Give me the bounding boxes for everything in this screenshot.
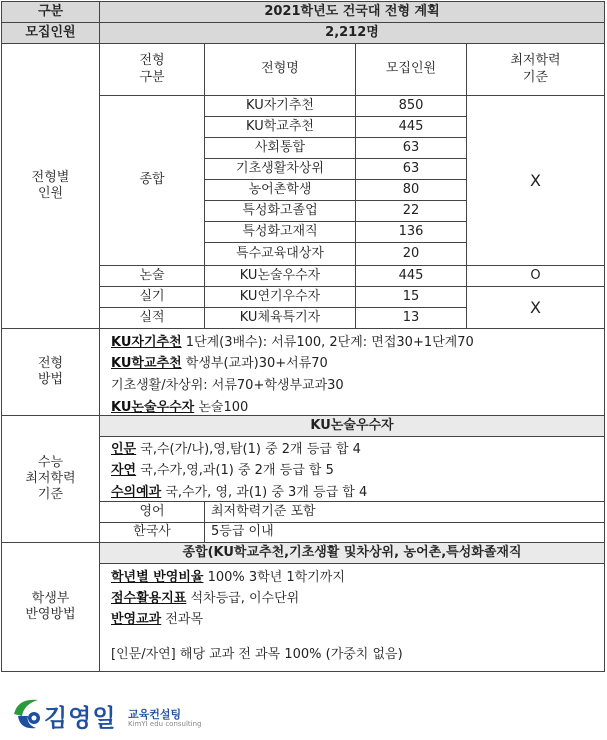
record-key-1: 학년별 반영비율 <box>111 570 204 585</box>
row-name-text: KU논술우수자 <box>239 267 321 283</box>
th-type <box>99 43 205 96</box>
english-value <box>204 501 605 523</box>
row-name-text: KU학교추천 <box>246 118 314 134</box>
logo-subtitle: 교육컨설팅 <box>128 708 182 721</box>
header-category <box>1 1 100 23</box>
total-label-text: 모집인원 <box>25 24 76 40</box>
row-count <box>355 95 467 117</box>
row-name <box>204 307 356 329</box>
row-count-text: 63 <box>402 139 420 155</box>
row-name <box>204 286 356 308</box>
row-name <box>204 242 356 266</box>
section-applicants-label-text: 전형별 인원 <box>31 169 70 201</box>
minimum-val-3: 국,수가, 영, 과(1) 중 3개 등급 합 4 <box>161 485 368 500</box>
method-key-4: KU논술우수자 <box>111 400 195 415</box>
total-value <box>99 22 605 44</box>
record-line-4 <box>111 643 403 662</box>
history-label <box>99 522 205 543</box>
minimum-key-1: 인문 <box>111 442 137 457</box>
row-count <box>355 179 467 201</box>
english-label <box>99 501 205 523</box>
row-count-text: 445 <box>398 118 424 134</box>
minimum-key-2: 자연 <box>111 463 137 478</box>
row-count-text: 850 <box>398 97 424 113</box>
row-count-text: 63 <box>402 160 420 176</box>
english-label-text: 영어 <box>139 503 165 519</box>
row-name <box>204 179 356 201</box>
history-label-text: 한국사 <box>133 524 171 540</box>
row-name-text: 특성화고졸업 <box>242 202 318 218</box>
row-name-text: 기초생활차상위 <box>236 160 324 176</box>
method-val-2: 학생부(교과)30+서류70 <box>181 356 328 371</box>
row-count <box>355 158 467 180</box>
minimum-title <box>99 415 605 437</box>
group-siljeok <box>99 307 205 329</box>
method-key-1: KU자기추천 <box>111 335 182 350</box>
th-minimum <box>466 43 605 96</box>
record-key-2: 점수활용지표 <box>111 591 187 606</box>
row-count-text: 15 <box>402 288 420 304</box>
method-key-2: KU학교추천 <box>111 356 182 371</box>
group-jonghap <box>99 95 205 266</box>
row-name-text: 특수교육대상자 <box>236 245 324 261</box>
minimum-nonsul-text: O <box>530 267 541 283</box>
row-name <box>204 221 356 243</box>
row-count-text: 20 <box>402 245 420 261</box>
header-category-text: 구분 <box>37 3 64 19</box>
row-name <box>204 116 356 138</box>
record-line-3 <box>111 608 203 627</box>
record-val-2: 석차등급, 이수단위 <box>186 591 300 606</box>
minimum-line-3 <box>111 481 367 500</box>
row-count-text: 445 <box>398 267 424 283</box>
row-name <box>204 158 356 180</box>
row-name <box>204 265 356 287</box>
section-record-label <box>1 542 100 672</box>
row-count-text: 13 <box>402 309 420 325</box>
row-count <box>355 307 467 329</box>
row-name-text: 농어촌학생 <box>248 181 312 197</box>
record-line-2 <box>111 587 299 606</box>
minimum-line-2 <box>111 459 334 478</box>
record-val-1: 100% 3학년 1학기까지 <box>203 570 345 585</box>
group-silgi-text: 실기 <box>139 288 165 304</box>
method-line-3 <box>111 374 344 393</box>
th-count <box>355 43 467 96</box>
record-title <box>99 542 605 564</box>
row-count <box>355 265 467 287</box>
section-minimum-label <box>1 415 100 543</box>
group-nonsul-text: 논술 <box>139 267 165 283</box>
row-name-text: KU체육특기자 <box>239 309 321 325</box>
company-logo <box>6 692 266 736</box>
minimum-title-text: KU논술우수자 <box>310 417 394 433</box>
row-count-text: 22 <box>402 202 420 218</box>
row-count <box>355 116 467 138</box>
method-line-2 <box>111 352 328 371</box>
record-key-3: 반영교과 <box>111 612 162 627</box>
minimum-val-2: 국,수가,영,과(1) 중 2개 등급 합 5 <box>136 463 334 478</box>
th-name <box>204 43 356 96</box>
th-name-text: 전형명 <box>261 61 299 77</box>
minimum-nonsul <box>466 265 605 287</box>
history-value <box>204 522 605 543</box>
group-silgi <box>99 286 205 308</box>
row-count <box>355 286 467 308</box>
th-count-text: 모집인원 <box>385 61 437 77</box>
row-count <box>355 221 467 243</box>
row-name-text: 특성화고재직 <box>242 223 318 239</box>
row-count <box>355 200 467 222</box>
th-minimum-text: 최저학력 기준 <box>510 53 561 85</box>
record-val-4: [인문/자연] 해당 교과 전 과목 100% (가중치 없음) <box>111 647 403 662</box>
section-minimum-label-text: 수능 최저학력 기준 <box>25 454 76 503</box>
minimum-key-3: 수의예과 <box>111 485 162 500</box>
minimum-line-1 <box>111 438 361 457</box>
logo-name: 김영일 <box>44 704 117 732</box>
th-type-text: 전형 구분 <box>139 53 165 85</box>
group-nonsul <box>99 265 205 287</box>
section-method-label-text: 전형 방법 <box>37 355 64 387</box>
row-name <box>204 95 356 117</box>
method-val-1: 1단계(3배수): 서류100, 2단계: 면접30+1단계70 <box>181 335 474 350</box>
row-name-text: KU자기추천 <box>246 97 314 113</box>
record-val-3: 전과목 <box>161 612 204 627</box>
method-line-1 <box>111 331 474 350</box>
logo-tagline: KimYI edu consulting <box>128 720 202 728</box>
method-val-4: 논술100 <box>194 400 249 415</box>
row-count <box>355 137 467 159</box>
header-title-text: 2021학년도 건국대 전형 계획 <box>264 3 440 19</box>
group-jonghap-text: 종합 <box>139 172 165 188</box>
minimum-jonghap <box>466 95 605 266</box>
row-name <box>204 200 356 222</box>
logo-mark-icon <box>8 694 48 734</box>
header-title <box>99 1 605 23</box>
section-record-label-text: 학생부 반영방법 <box>25 590 76 622</box>
row-name-text: KU연기우수자 <box>239 288 321 304</box>
row-count-text: 136 <box>398 223 424 239</box>
row-name <box>204 137 356 159</box>
minimum-silgi-text: X <box>530 297 541 317</box>
minimum-silgi <box>466 286 605 329</box>
record-title-text: 종합(KU학교추천,기초생활 및차상위, 농어촌,특성화졸재직 <box>182 544 522 560</box>
row-count-text: 80 <box>402 181 420 197</box>
total-value-text: 2,212명 <box>325 24 379 40</box>
method-line-4 <box>111 396 248 415</box>
total-label <box>1 22 100 44</box>
section-method-label <box>1 328 100 416</box>
minimum-jonghap-text: X <box>530 170 541 190</box>
method-val-3: 기초생활/차상위: 서류70+학생부교과30 <box>111 378 344 393</box>
group-siljeok-text: 실적 <box>139 309 165 325</box>
minimum-val-1: 국,수(가/나),영,탐(1) 중 2개 등급 합 4 <box>136 442 361 457</box>
english-value-text: 최저학력기준 포함 <box>211 503 316 519</box>
row-count <box>355 242 467 266</box>
row-name-text: 사회통합 <box>254 139 306 155</box>
history-value-text: 5등급 이내 <box>211 524 274 540</box>
section-applicants-label <box>1 43 100 329</box>
record-line-1 <box>111 566 345 585</box>
